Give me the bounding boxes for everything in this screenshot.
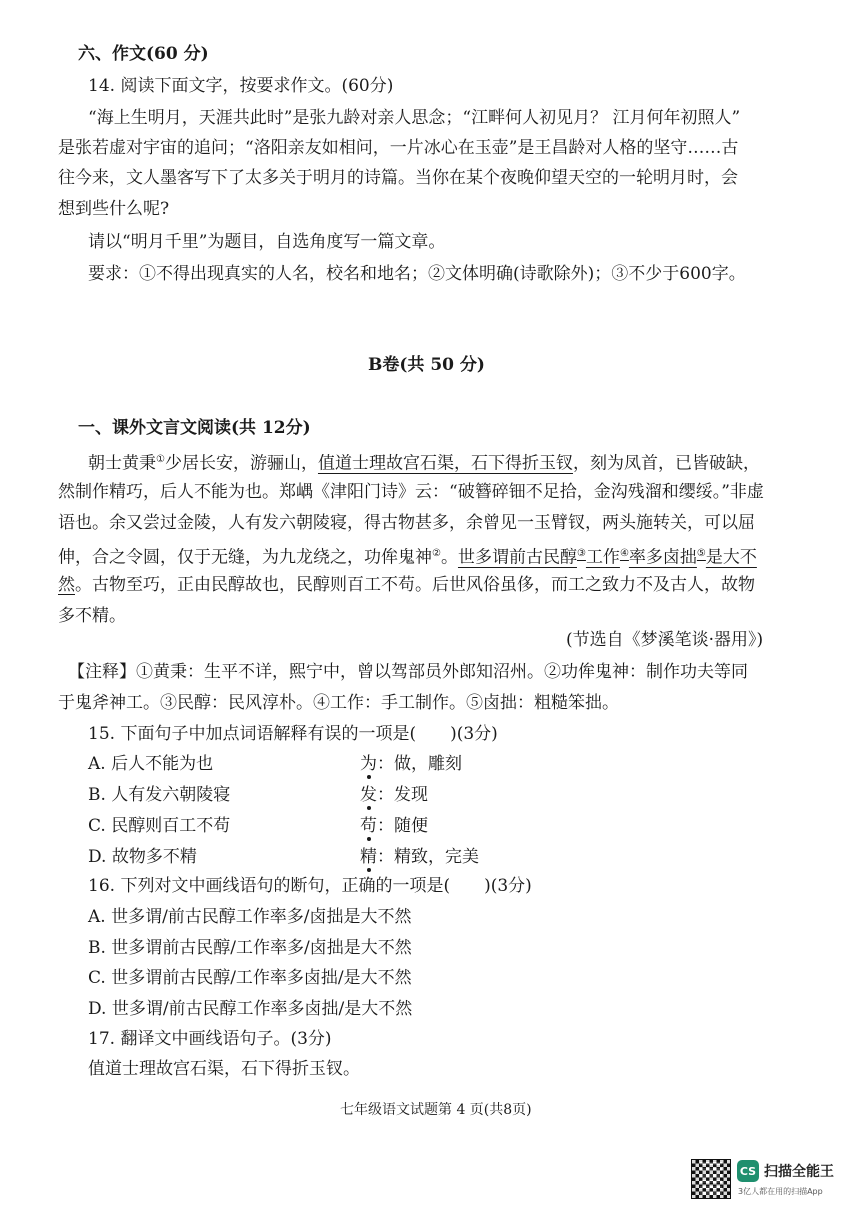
page-footer: 七年级语文试题第 4 页(共8页) — [340, 1102, 532, 1118]
option-meaning: ：精致，完美 — [377, 847, 479, 867]
prompt-line-1: “海上生明月，天涯共此时”是张九龄对亲人思念；“江畔何人初见月？ 江月何年初照人” — [88, 108, 741, 128]
passage-text: 朝士黄秉 — [88, 453, 156, 474]
q16-option-d: D. 世多谓/前古民醇工作率多卤拙/是大不然 — [88, 999, 413, 1019]
passage-line-1 — [88, 448, 760, 476]
q16-option-a: A. 世多谓/前古民醇工作率多/卤拙是大不然 — [88, 907, 412, 927]
passage-source: (节选自《梦溪笔谈·器用》) — [566, 630, 764, 650]
watermark-tagline: 3亿人都在用的扫描App — [738, 1187, 823, 1196]
q16-option-b: B. 世多谓前古民醇/工作率多/卤拙是大不然 — [88, 938, 412, 958]
dotted-word: 发 — [360, 785, 377, 805]
option-meaning: ：发现 — [377, 785, 428, 805]
watermark-app-name: 扫描全能王 — [764, 1164, 834, 1180]
option-meaning: ：随便 — [377, 816, 428, 836]
q17-sentence: 值道士理故宫石渠，石下得折玉钗。 — [88, 1059, 360, 1079]
passage-text: 少居长安，游骊山， — [164, 453, 318, 474]
passage-text: 。 — [440, 547, 458, 568]
option-label: C. 民醇则百工不苟 — [88, 816, 231, 836]
note-marker: ④ — [619, 548, 629, 559]
underlined-sentence: 世多谓前古民醇 — [457, 547, 577, 568]
question-17: 17. 翻译文中画线语句子。(3分) — [88, 1029, 332, 1049]
passage-text: ，刻为凤首，已皆破缺， — [572, 453, 760, 474]
dotted-word: 为 — [360, 754, 377, 774]
annotation-line-1: 【注释】①黄秉：生平不详，熙宁中，曾以驾部员外郎知沼州。②功侔鬼神：制作功夫等同 — [68, 662, 748, 682]
passage-line-2: 然制作精巧，后人不能为也。郑嵎《津阳门诗》云：“破簪碎钿不足拾，金沟残溜和缨绥。”非虚 — [58, 482, 764, 502]
prompt-line-5: 请以“明月千里”为题目，自选角度写一篇文章。 — [88, 232, 446, 252]
note-marker: ⑤ — [696, 548, 706, 559]
underlined-sentence: 工作 — [585, 547, 620, 568]
camscanner-logo-icon: CS — [737, 1160, 759, 1182]
option-meaning: ：做，雕刻 — [377, 754, 462, 774]
option-label: A. 后人不能为也 — [88, 754, 214, 774]
option-label: B. 人有发六朝陵寝 — [88, 785, 231, 805]
part-b-title: B卷(共 50 分) — [368, 355, 485, 375]
question-14: 14. 阅读下面文字，按要求作文。(60分) — [88, 76, 394, 96]
note-marker: ② — [432, 548, 441, 559]
q15-option-b — [88, 783, 488, 807]
prompt-line-2: 是张若虚对宇宙的追问；“洛阳亲友如相问，一片冰心在玉壶”是王昌龄对人格的坚守……古 — [58, 138, 739, 158]
question-15: 15. 下面句子中加点词语解释有误的一项是( )(3分) — [88, 724, 498, 744]
note-marker: ① — [156, 454, 165, 465]
q15-option-a — [88, 752, 488, 776]
underlined-sentence: 是大不 — [705, 547, 757, 568]
passage-line-6: 多不精。 — [58, 606, 126, 626]
section-title-composition: 六、作文(60 分) — [78, 44, 209, 64]
question-16: 16. 下列对文中画线语句的断句，正确的一项是( )(3分) — [88, 876, 532, 896]
dotted-word: 苟 — [360, 816, 377, 836]
q16-option-c: C. 世多谓前古民醇/工作率多卤拙/是大不然 — [88, 968, 412, 988]
section-title-reading: 一、课外文言文阅读(共 12分) — [78, 418, 311, 438]
annotation-line-2: 于鬼斧神工。③民醇：民风淳朴。④工作：手工制作。⑤卤拙：粗糙笨拙。 — [58, 693, 619, 713]
qr-code-icon — [692, 1160, 730, 1198]
passage-line-5 — [58, 573, 755, 597]
q15-option-c — [88, 814, 488, 838]
dotted-word: 精 — [360, 847, 377, 867]
passage-text: 。古物至巧，正由民醇故也，民醇则百工不苟。后世风俗虽侈，而工之致力不及古人，故物 — [75, 575, 755, 595]
underlined-sentence: 值道士理故宫石渠，石下得折玉钗 — [317, 453, 573, 474]
q15-option-d — [88, 845, 488, 869]
underlined-sentence: 率多卤拙 — [628, 547, 697, 568]
option-label: D. 故物多不精 — [88, 847, 197, 867]
passage-text: 伸，合之令圆，仅于无缝，为九龙绕之，功侔鬼神 — [58, 547, 432, 568]
passage-line-3: 语也。余又尝过金陵，人有发六朝陵寝，得古物甚多，余曾见一玉臂钗，两头施转关，可以屈 — [58, 513, 755, 533]
note-marker: ③ — [576, 548, 586, 559]
requirements: 要求：①不得出现真实的人名，校名和地名；②文体明确(诗歌除外)；③不少于600字。 — [88, 264, 746, 284]
underlined-sentence: 然 — [58, 575, 75, 595]
prompt-line-4: 想到些什么呢? — [58, 199, 170, 219]
prompt-line-3: 往今来，文人墨客写下了太多关于明月的诗篇。当你在某个夜晚仰望天空的一轮明月时，会 — [58, 168, 738, 188]
passage-line-4 — [58, 542, 757, 570]
